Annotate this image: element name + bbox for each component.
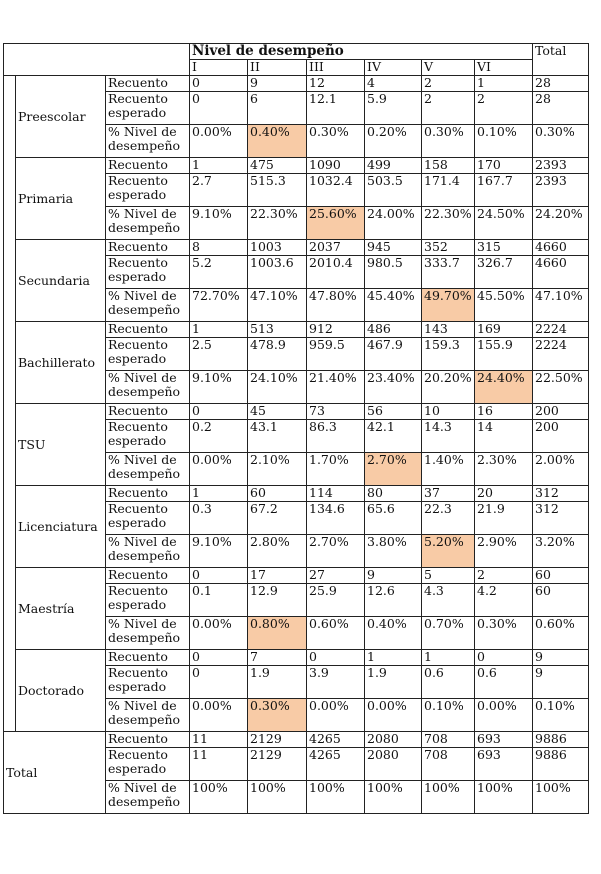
row-label [106,732,190,748]
expected-cell: 0.1 [190,584,248,617]
row-label [106,207,190,240]
count-cell: 693 [475,732,533,748]
row-label [106,502,190,535]
row-label-line: % Nivel de [108,124,177,139]
row-label-line: esperado [108,761,167,776]
row-label [106,617,190,650]
pct-cell: 2.70% [365,453,422,486]
count-cell: 0 [475,650,533,666]
expected-cell: 693 [475,748,533,781]
header-row-title [4,44,589,60]
row-label [106,666,190,699]
row-label-line: Recuento [108,665,168,680]
expected-cell: 2 [422,92,475,125]
count-cell: 2037 [307,240,365,256]
pct-cell: 0.80% [248,617,307,650]
pct-cell: 25.60% [307,207,365,240]
row-label-line: Recuento [108,501,168,516]
expected-cell: 14.3 [422,420,475,453]
expected-cell: 86.3 [307,420,365,453]
expected-cell: 5.9 [365,92,422,125]
pct-cell: 9.10% [190,535,248,568]
pct-cell: 0.00% [365,699,422,732]
pct-cell: 0.30% [307,125,365,158]
pct-cell: 0.00% [475,699,533,732]
count-cell: 2 [422,76,475,92]
pct-cell: 72.70% [190,289,248,322]
count-cell: 200 [533,404,589,420]
count-cell: 37 [422,486,475,502]
pct-cell: 0.30% [533,125,589,158]
row-label [106,699,190,732]
pct-cell: 0.70% [422,617,475,650]
row-label-line: esperado [108,515,167,530]
header-corner [4,44,190,76]
indent-cell [4,404,16,486]
count-cell: 45 [248,404,307,420]
expected-cell: 5.2 [190,256,248,289]
count-cell: 1 [190,486,248,502]
count-cell: 4265 [307,732,365,748]
count-cell: 4 [365,76,422,92]
pct-cell: 100% [307,781,365,814]
expected-cell: 2.7 [190,174,248,207]
row-label-line: % Nivel de [108,698,177,713]
pct-cell: 0.60% [533,617,589,650]
row-label-line: Recuento [108,157,168,172]
row-label-line: esperado [108,105,167,120]
row-label [106,174,190,207]
group-label: Total [4,732,106,814]
count-cell: 5 [422,568,475,584]
expected-cell: 503.5 [365,174,422,207]
count-cell: 28 [533,76,589,92]
pct-cell: 47.80% [307,289,365,322]
expected-cell: 9 [533,666,589,699]
count-cell: 9886 [533,732,589,748]
pct-cell: 5.20% [422,535,475,568]
pct-cell: 100% [475,781,533,814]
count-cell: 158 [422,158,475,174]
expected-cell: 25.9 [307,584,365,617]
count-cell: 1 [190,322,248,338]
count-cell: 0 [190,76,248,92]
pct-cell: 24.00% [365,207,422,240]
group-label: Licenciatura [16,486,106,568]
indent-cell [4,650,16,732]
level-header-ii: II [248,60,307,76]
row-label-line: Recuento [108,649,168,664]
count-cell: 8 [190,240,248,256]
pct-cell: 24.20% [533,207,589,240]
row-label [106,650,190,666]
pct-cell: 24.40% [475,371,533,404]
pct-cell: 0.60% [307,617,365,650]
expected-cell: 65.6 [365,502,422,535]
row-label-line: desempeño [108,712,181,727]
row-label [106,486,190,502]
expected-cell: 2.5 [190,338,248,371]
table-row [4,240,589,256]
pct-cell: 45.50% [475,289,533,322]
count-cell: 169 [475,322,533,338]
pct-cell: 21.40% [307,371,365,404]
expected-cell: 333.7 [422,256,475,289]
pct-cell: 0.40% [248,125,307,158]
row-label-line: esperado [108,679,167,694]
pct-cell: 0.10% [475,125,533,158]
expected-cell: 1.9 [365,666,422,699]
table-row [4,322,589,338]
row-label [106,371,190,404]
header-total: Total [533,44,589,76]
count-cell: 0 [190,650,248,666]
expected-cell: 6 [248,92,307,125]
pct-cell: 100% [533,781,589,814]
row-label-line: desempeño [108,302,181,317]
pct-cell: 9.10% [190,371,248,404]
row-label-line: Recuento [108,239,168,254]
row-label [106,404,190,420]
expected-cell: 2080 [365,748,422,781]
row-label-line: Recuento [108,91,168,106]
expected-cell: 171.4 [422,174,475,207]
expected-cell: 0.3 [190,502,248,535]
expected-cell: 2393 [533,174,589,207]
row-label-line: desempeño [108,466,181,481]
expected-cell: 2129 [248,748,307,781]
indent-cell [4,486,16,568]
pct-cell: 2.90% [475,535,533,568]
group-label: TSU [16,404,106,486]
expected-cell: 155.9 [475,338,533,371]
count-cell: 912 [307,322,365,338]
level-header-iv: IV [365,60,422,76]
row-label-line: Recuento [108,337,168,352]
group-label: Preescolar [16,76,106,158]
count-cell: 475 [248,158,307,174]
pct-cell: 3.20% [533,535,589,568]
level-header-v: V [422,60,475,76]
count-cell: 1 [422,650,475,666]
pct-cell: 2.70% [307,535,365,568]
pct-cell: 0.00% [190,617,248,650]
pct-cell: 100% [190,781,248,814]
expected-cell: 67.2 [248,502,307,535]
row-label-line: Recuento [108,583,168,598]
pct-cell: 0.30% [248,699,307,732]
count-cell: 170 [475,158,533,174]
expected-cell: 326.7 [475,256,533,289]
count-cell: 4660 [533,240,589,256]
expected-cell: 467.9 [365,338,422,371]
pct-cell: 2.30% [475,453,533,486]
pct-cell: 0.20% [365,125,422,158]
row-label [106,453,190,486]
header-title: Nivel de desempeño [190,44,533,60]
count-cell: 9 [365,568,422,584]
pct-cell: 22.30% [248,207,307,240]
row-label-line: desempeño [108,548,181,563]
table-row [4,486,589,502]
expected-cell: 159.3 [422,338,475,371]
count-cell: 12 [307,76,365,92]
count-cell: 486 [365,322,422,338]
row-label [106,781,190,814]
expected-cell: 28 [533,92,589,125]
count-cell: 1 [475,76,533,92]
pct-cell: 22.50% [533,371,589,404]
pct-cell: 0.40% [365,617,422,650]
row-label-line: % Nivel de [108,288,177,303]
count-cell: 2080 [365,732,422,748]
expected-cell: 980.5 [365,256,422,289]
expected-cell: 0.2 [190,420,248,453]
row-label-line: esperado [108,351,167,366]
row-label-line: esperado [108,269,167,284]
count-cell: 73 [307,404,365,420]
group-label: Bachillerato [16,322,106,404]
row-label-line: % Nivel de [108,452,177,467]
pct-cell: 3.80% [365,535,422,568]
row-label [106,240,190,256]
count-cell: 1003 [248,240,307,256]
pct-cell: 100% [422,781,475,814]
row-label-line: % Nivel de [108,370,177,385]
count-cell: 10 [422,404,475,420]
count-cell: 9 [533,650,589,666]
pct-cell: 2.00% [533,453,589,486]
pct-cell: 0.30% [475,617,533,650]
expected-cell: 4265 [307,748,365,781]
indent-cell [4,240,16,322]
row-label [106,322,190,338]
indent-cell [4,322,16,404]
group-label: Primaria [16,158,106,240]
expected-cell: 2 [475,92,533,125]
pct-cell: 24.10% [248,371,307,404]
level-header-vi: VI [475,60,533,76]
expected-cell: 0 [190,666,248,699]
count-cell: 60 [533,568,589,584]
count-cell: 2393 [533,158,589,174]
expected-cell: 9886 [533,748,589,781]
expected-cell: 2010.4 [307,256,365,289]
count-cell: 9 [248,76,307,92]
count-cell: 708 [422,732,475,748]
row-label [106,289,190,322]
row-label-line: Recuento [108,485,168,500]
pct-cell: 0.10% [533,699,589,732]
row-label-line: Recuento [108,731,168,746]
count-cell: 17 [248,568,307,584]
count-cell: 0 [307,650,365,666]
pct-cell: 0.00% [190,699,248,732]
row-label [106,338,190,371]
pct-cell: 100% [248,781,307,814]
level-header-i: I [190,60,248,76]
row-label [106,420,190,453]
group-label: Doctorado [16,650,106,732]
count-cell: 16 [475,404,533,420]
count-cell: 352 [422,240,475,256]
table-row [4,76,589,92]
expected-cell: 11 [190,748,248,781]
expected-cell: 167.7 [475,174,533,207]
pct-cell: 20.20% [422,371,475,404]
pct-cell: 9.10% [190,207,248,240]
count-cell: 60 [248,486,307,502]
row-label [106,535,190,568]
expected-cell: 22.3 [422,502,475,535]
count-cell: 80 [365,486,422,502]
table-row [4,732,589,748]
pct-cell: 100% [365,781,422,814]
row-label-line: desempeño [108,794,181,809]
indent-cell [4,158,16,240]
row-label-line: % Nivel de [108,534,177,549]
row-label-line: Recuento [108,403,168,418]
expected-cell: 2224 [533,338,589,371]
count-cell: 1 [365,650,422,666]
count-cell: 143 [422,322,475,338]
row-label [106,76,190,92]
group-label: Maestría [16,568,106,650]
pct-cell: 22.30% [422,207,475,240]
row-label-line: desempeño [108,138,181,153]
expected-cell: 12.9 [248,584,307,617]
count-cell: 11 [190,732,248,748]
count-cell: 0 [190,568,248,584]
row-label-line: Recuento [108,321,168,336]
row-label-line: desempeño [108,630,181,645]
expected-cell: 12.1 [307,92,365,125]
row-label [106,584,190,617]
row-label-line: esperado [108,597,167,612]
table-row [4,158,589,174]
pct-cell: 24.50% [475,207,533,240]
row-label-line: desempeño [108,220,181,235]
row-label-line: % Nivel de [108,206,177,221]
table-row [4,650,589,666]
pct-cell: 0.10% [422,699,475,732]
pct-cell: 2.10% [248,453,307,486]
row-label-line: Recuento [108,419,168,434]
expected-cell: 4660 [533,256,589,289]
pct-cell: 0.00% [190,453,248,486]
count-cell: 513 [248,322,307,338]
row-label [106,256,190,289]
expected-cell: 708 [422,748,475,781]
crosstab-table [3,43,589,814]
expected-cell: 21.9 [475,502,533,535]
row-label-line: esperado [108,187,167,202]
pct-cell: 0.30% [422,125,475,158]
row-label-line: % Nivel de [108,780,177,795]
count-cell: 2224 [533,322,589,338]
expected-cell: 959.5 [307,338,365,371]
expected-cell: 0 [190,92,248,125]
count-cell: 27 [307,568,365,584]
row-label-line: Recuento [108,747,168,762]
pct-cell: 45.40% [365,289,422,322]
expected-cell: 42.1 [365,420,422,453]
row-label-line: Recuento [108,567,168,582]
expected-cell: 1032.4 [307,174,365,207]
expected-cell: 515.3 [248,174,307,207]
row-label-line: Recuento [108,173,168,188]
pct-cell: 47.10% [248,289,307,322]
count-cell: 1 [190,158,248,174]
row-label [106,158,190,174]
count-cell: 499 [365,158,422,174]
pct-cell: 49.70% [422,289,475,322]
pct-cell: 0.00% [190,125,248,158]
expected-cell: 134.6 [307,502,365,535]
expected-cell: 4.2 [475,584,533,617]
expected-cell: 0.6 [475,666,533,699]
expected-cell: 312 [533,502,589,535]
count-cell: 1090 [307,158,365,174]
group-label: Secundaria [16,240,106,322]
indent-cell [4,568,16,650]
expected-cell: 478.9 [248,338,307,371]
expected-cell: 14 [475,420,533,453]
table-row [4,404,589,420]
row-label-line: desempeño [108,384,181,399]
row-label-line: Recuento [108,255,168,270]
row-label-line: esperado [108,433,167,448]
row-label [106,125,190,158]
indent-cell [4,76,16,158]
pct-cell: 1.40% [422,453,475,486]
pct-cell: 1.70% [307,453,365,486]
row-label-line: Recuento [108,75,168,90]
count-cell: 2 [475,568,533,584]
table-body [4,44,589,814]
count-cell: 315 [475,240,533,256]
pct-cell: 47.10% [533,289,589,322]
row-label-line: % Nivel de [108,616,177,631]
table-row [4,568,589,584]
count-cell: 114 [307,486,365,502]
expected-cell: 4.3 [422,584,475,617]
count-cell: 20 [475,486,533,502]
expected-cell: 12.6 [365,584,422,617]
pct-cell: 2.80% [248,535,307,568]
expected-cell: 43.1 [248,420,307,453]
count-cell: 945 [365,240,422,256]
expected-cell: 200 [533,420,589,453]
expected-cell: 1003.6 [248,256,307,289]
row-label [106,748,190,781]
count-cell: 312 [533,486,589,502]
expected-cell: 0.6 [422,666,475,699]
expected-cell: 1.9 [248,666,307,699]
pct-cell: 0.00% [307,699,365,732]
level-header-iii: III [307,60,365,76]
row-label [106,568,190,584]
count-cell: 7 [248,650,307,666]
expected-cell: 60 [533,584,589,617]
count-cell: 56 [365,404,422,420]
count-cell: 0 [190,404,248,420]
pct-cell: 23.40% [365,371,422,404]
count-cell: 2129 [248,732,307,748]
expected-cell: 3.9 [307,666,365,699]
row-label [106,92,190,125]
